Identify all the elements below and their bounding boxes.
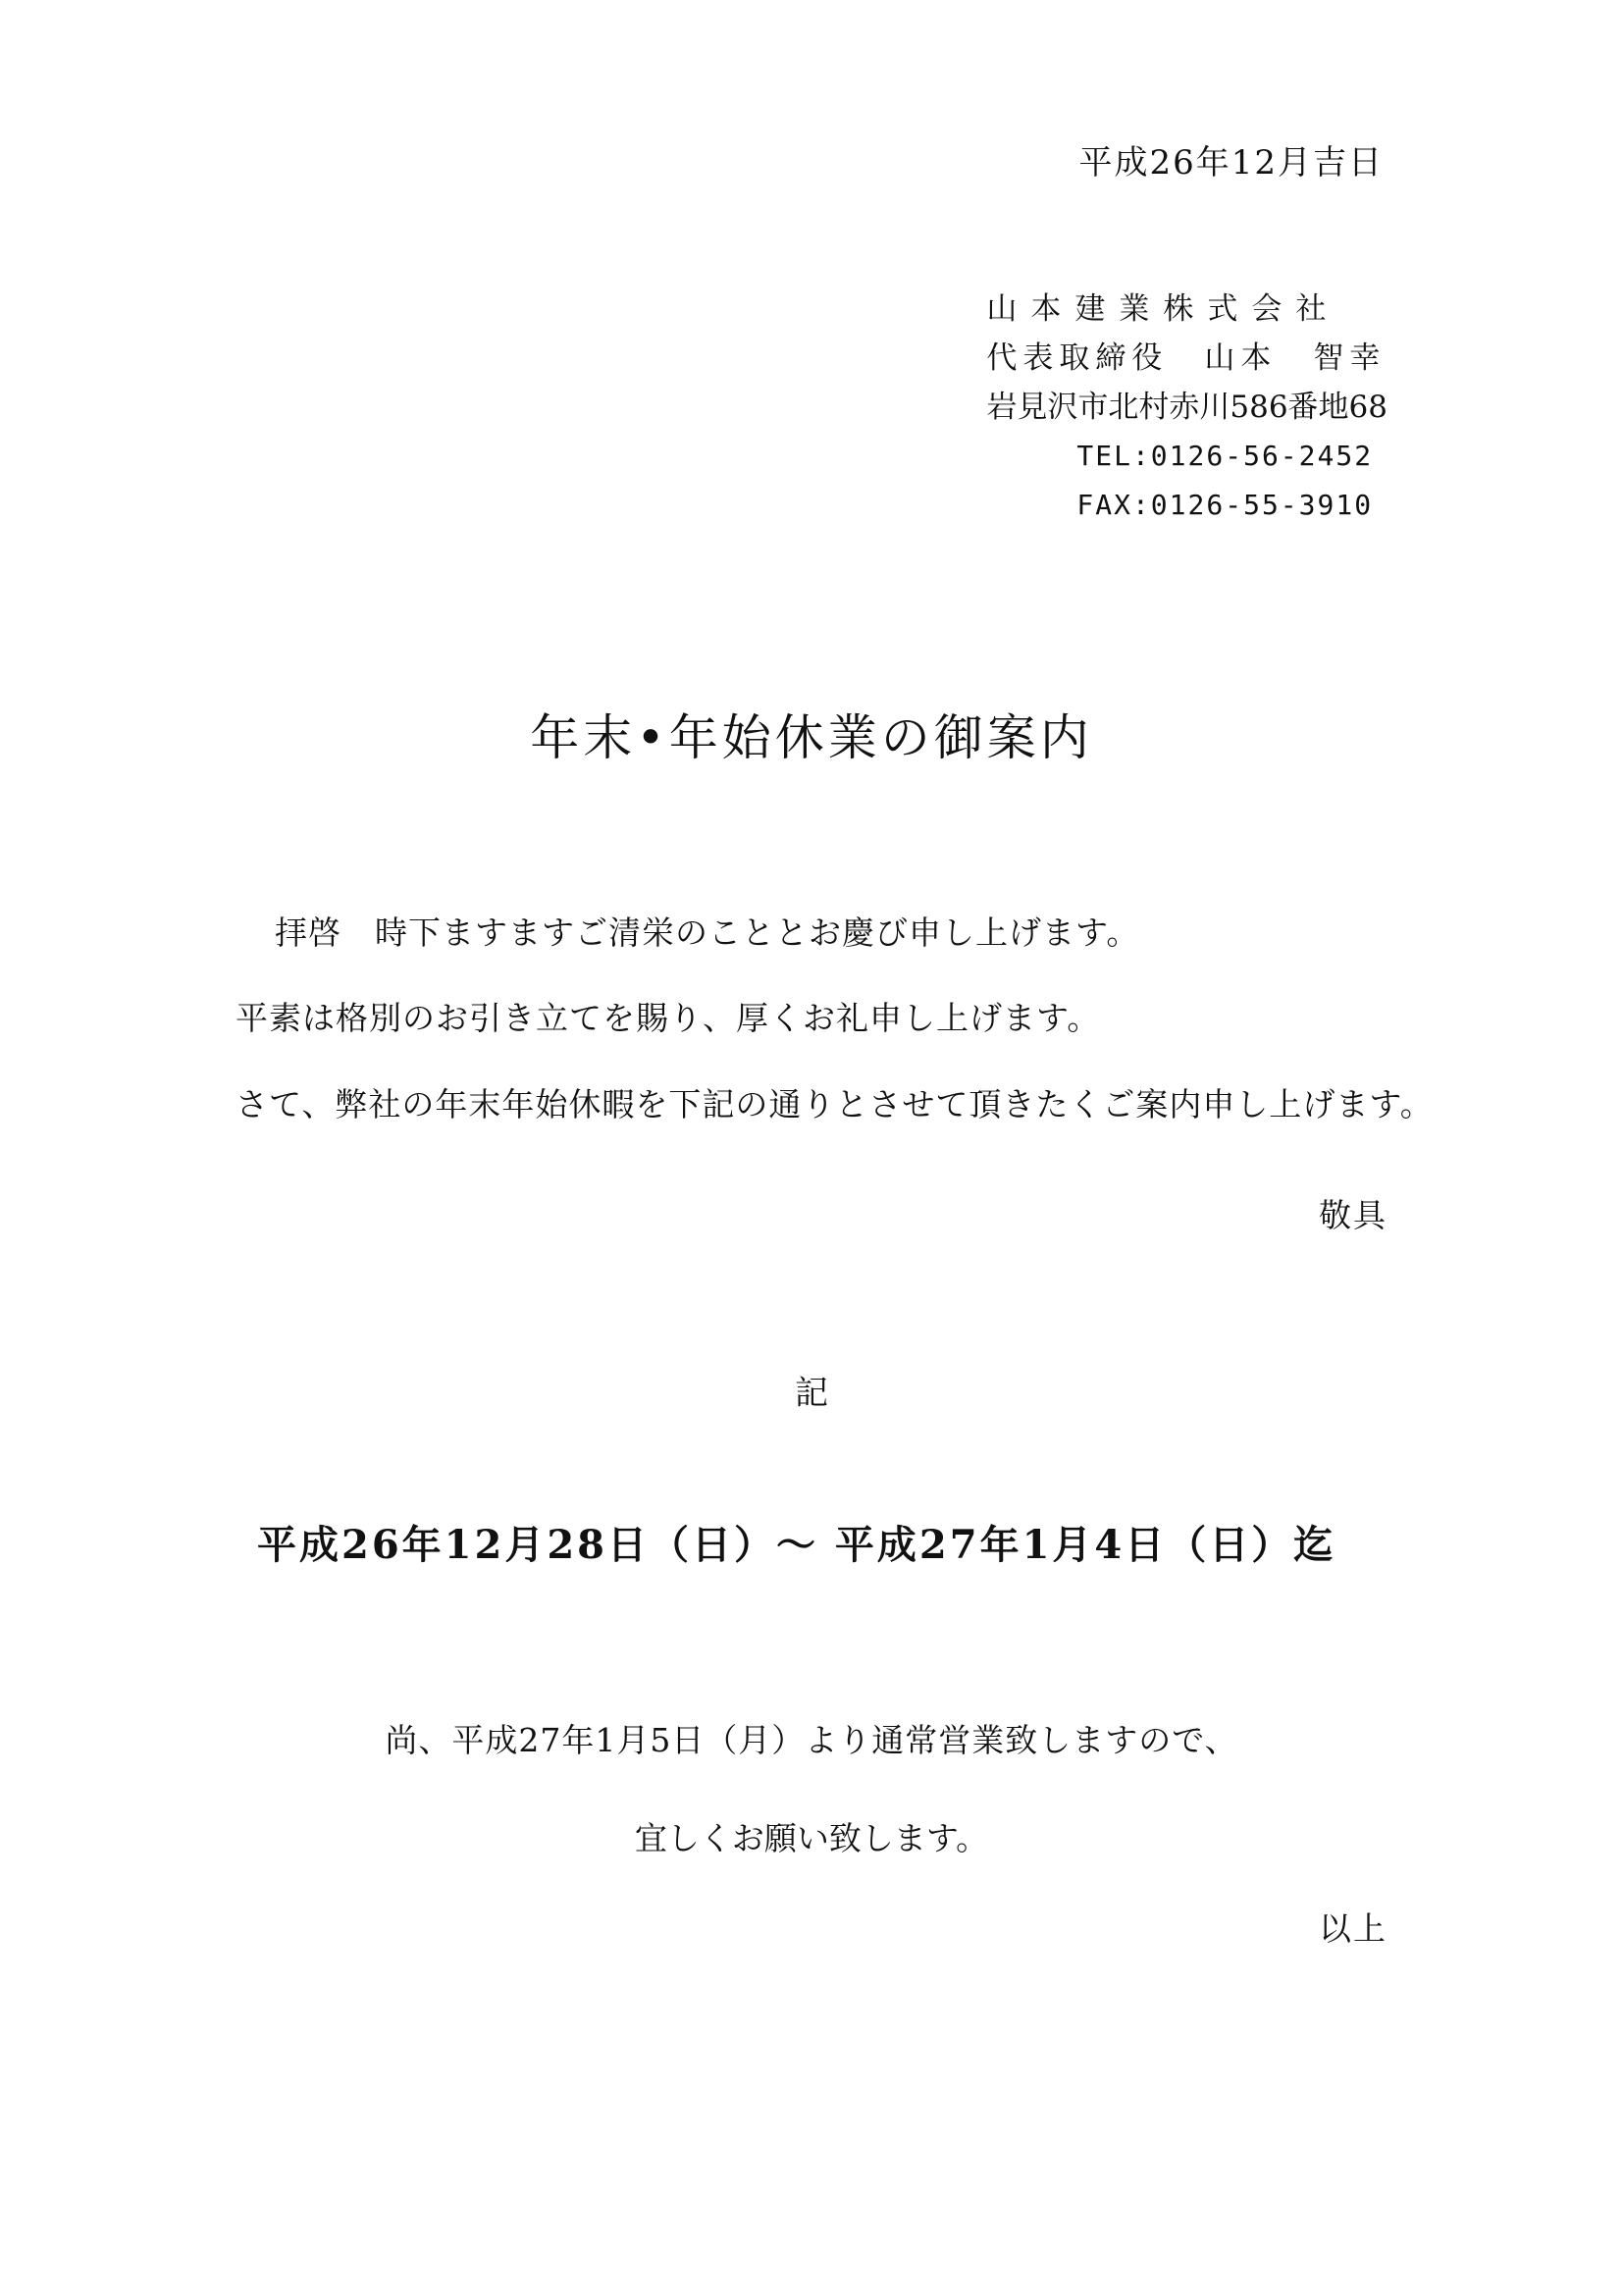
- end-mark: 以上: [1319, 1909, 1387, 1948]
- request-note: 宜しくお願い致します。: [634, 1819, 989, 1857]
- thanks-line: 平素は格別のお引き立てを賜り、厚くお礼申し上げます。: [236, 999, 1101, 1037]
- sender-tel: TEL:0126-56-2452: [1076, 440, 1374, 472]
- sender-address: 岩見沢市北村赤川586番地68: [986, 390, 1387, 425]
- document-title: 年末•年始休業の御案内: [530, 709, 1093, 766]
- sender-fax: FAX:0126-55-3910: [1076, 489, 1374, 521]
- sender-block: [986, 285, 1387, 530]
- resume-note: 尚、平成27年1月5日（月）より通常営業致しますので、: [385, 1721, 1238, 1759]
- closing-salutation: 敬具: [1319, 1196, 1387, 1234]
- issue-date: 平成26年12月吉日: [1078, 143, 1384, 183]
- announcement-line: さて、弊社の年末年始休暇を下記の通りとさせて頂きたくご案内申し上げます。: [236, 1085, 1434, 1123]
- sender-company: 山本建業株式会社: [986, 291, 1340, 327]
- greeting-line: 拝啓 時下ますますご清栄のこととお慶び申し上げます。: [275, 913, 1140, 952]
- ki-heading: 記: [795, 1374, 828, 1413]
- sender-representative: 代表取締役 山本 智幸: [986, 340, 1387, 376]
- holiday-period: 平成26年12月28日（日）～ 平成27年1月4日（日）迄: [257, 1522, 1336, 1568]
